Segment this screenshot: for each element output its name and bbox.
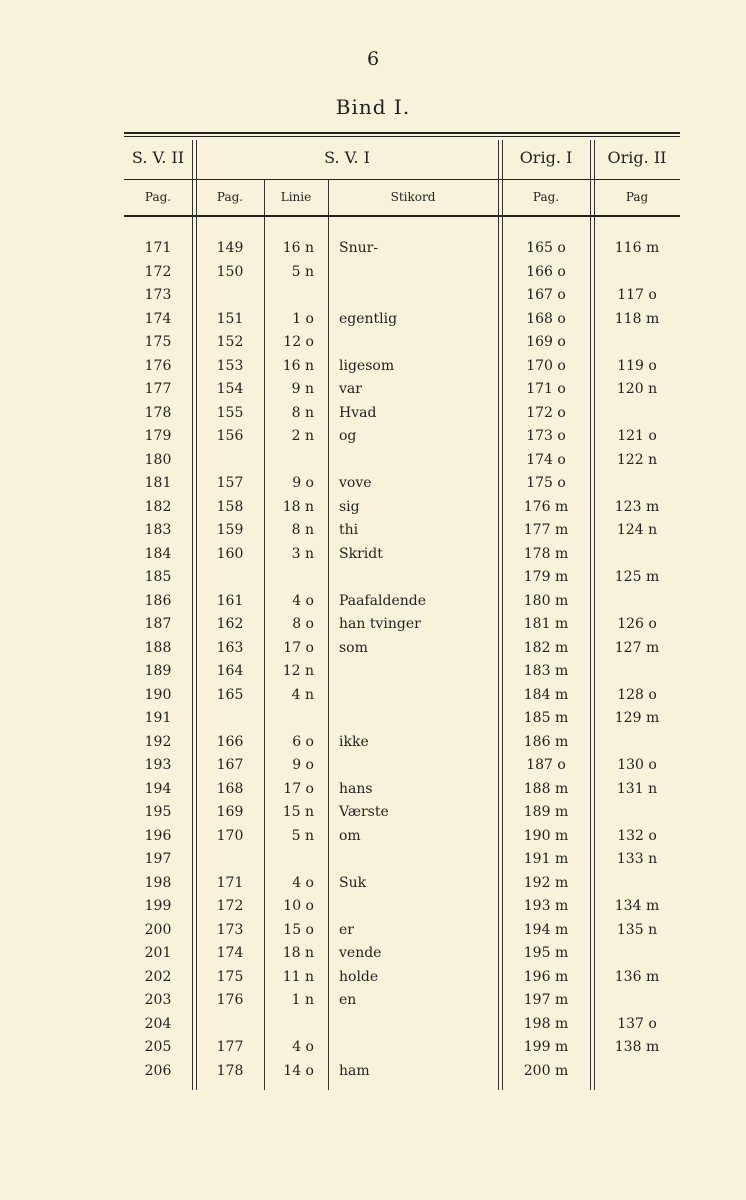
cell-sv2-pag: 174 xyxy=(144,310,172,327)
cell-sv2-pag: 185 xyxy=(144,569,172,585)
cell-orig1-pag: 169 o xyxy=(526,334,566,350)
table-row xyxy=(124,734,680,758)
cell-sv1-linie: 14 o xyxy=(283,1062,314,1079)
cell-orig1-pag: 188 m xyxy=(523,780,569,797)
cell-sv1-pag: 176 xyxy=(216,992,244,1008)
cell-orig2-pag: 129 m xyxy=(614,710,660,726)
cell-orig1-pag: 178 m xyxy=(523,545,569,562)
table-row xyxy=(124,569,680,593)
table-row xyxy=(124,264,680,288)
cell-sv1-stikord: hans xyxy=(339,780,373,797)
cell-sv1-pag: 159 xyxy=(216,522,244,538)
cell-orig2-pag: 125 m xyxy=(614,569,660,585)
cell-sv1-pag: 172 xyxy=(216,898,244,914)
cell-sv1-linie: 8 o xyxy=(292,616,314,632)
cell-orig1-pag: 196 m xyxy=(523,968,569,985)
cell-sv1-linie: 5 n xyxy=(291,263,314,280)
cell-sv1-linie: 9 n xyxy=(291,381,314,397)
cell-orig2-pag: 122 n xyxy=(616,451,658,468)
cell-sv1-pag: 156 xyxy=(216,428,244,444)
subheader-pag-sv1: Pag. xyxy=(216,190,244,204)
cell-sv1-stikord: ham xyxy=(339,1062,370,1079)
table-body xyxy=(124,240,680,1086)
subheader-rule xyxy=(124,215,680,217)
cell-sv2-pag: 204 xyxy=(144,1015,172,1032)
cell-orig2-pag: 119 o xyxy=(617,357,657,374)
concordance-table xyxy=(124,132,680,1092)
subheader-linie: Linie xyxy=(280,190,312,204)
cell-sv2-pag: 172 xyxy=(144,263,172,280)
cell-orig2-pag: 134 m xyxy=(614,898,660,914)
cell-orig1-pag: 189 m xyxy=(523,804,569,820)
cell-sv1-linie: 17 o xyxy=(283,639,314,656)
cell-orig2-pag: 128 o xyxy=(617,686,657,703)
cell-orig2-pag: 120 n xyxy=(616,381,658,397)
cell-sv1-stikord: sig xyxy=(339,498,360,515)
cell-sv1-pag: 151 xyxy=(216,310,244,327)
cell-sv1-stikord: ligesom xyxy=(339,357,395,374)
cell-sv2-pag: 180 xyxy=(144,451,172,468)
cell-orig1-pag: 170 o xyxy=(526,357,566,374)
cell-sv2-pag: 184 xyxy=(144,545,172,562)
cell-orig1-pag: 193 m xyxy=(523,898,569,914)
table-row xyxy=(124,640,680,664)
cell-sv1-linie: 9 o xyxy=(292,475,314,491)
cell-orig2-pag: 118 m xyxy=(614,310,660,327)
cell-sv2-pag: 192 xyxy=(144,733,172,750)
cell-sv2-pag: 193 xyxy=(144,757,172,773)
cell-sv1-stikord: Hvad xyxy=(339,404,377,421)
cell-sv1-stikord: thi xyxy=(339,522,359,538)
cell-sv1-pag: 170 xyxy=(216,827,244,844)
table-row xyxy=(124,287,680,311)
cell-sv1-pag: 174 xyxy=(216,945,244,961)
cell-sv1-stikord: han tvinger xyxy=(339,616,421,632)
cell-sv1-linie: 1 n xyxy=(291,992,314,1008)
cell-orig2-pag: 137 o xyxy=(617,1015,657,1032)
cell-sv2-pag: 205 xyxy=(144,1039,172,1055)
cell-sv1-pag: 171 xyxy=(216,874,244,891)
cell-sv1-stikord: Paafaldende xyxy=(339,592,427,609)
cell-sv2-pag: 194 xyxy=(144,780,172,797)
cell-orig1-pag: 168 o xyxy=(526,310,566,327)
table-row xyxy=(124,1016,680,1040)
cell-sv1-pag: 168 xyxy=(216,780,244,797)
table-row xyxy=(124,1039,680,1063)
cell-sv1-linie: 18 n xyxy=(282,498,314,515)
table-row xyxy=(124,804,680,828)
cell-orig1-pag: 173 o xyxy=(526,428,566,444)
cell-sv1-stikord: er xyxy=(339,921,354,938)
cell-sv1-linie: 16 n xyxy=(282,357,314,374)
header-sv2: S. V. II xyxy=(131,148,185,167)
cell-orig2-pag: 135 n xyxy=(616,921,658,938)
header-orig1: Orig. I xyxy=(519,148,573,167)
cell-sv2-pag: 178 xyxy=(144,404,172,421)
cell-sv1-linie: 4 o xyxy=(292,1039,314,1055)
cell-orig1-pag: 181 m xyxy=(523,616,569,632)
cell-sv1-linie: 4 o xyxy=(292,592,314,609)
table-row xyxy=(124,475,680,499)
cell-orig1-pag: 195 m xyxy=(523,945,569,961)
cell-orig1-pag: 185 m xyxy=(523,710,569,726)
cell-orig1-pag: 176 m xyxy=(523,498,569,515)
cell-sv1-pag: 163 xyxy=(216,639,244,656)
cell-sv1-linie: 11 n xyxy=(282,968,314,985)
header-sv1: S. V. I xyxy=(324,148,370,167)
cell-sv2-pag: 206 xyxy=(144,1062,172,1079)
cell-sv1-stikord: holde xyxy=(339,968,379,985)
cell-sv2-pag: 188 xyxy=(144,639,172,656)
cell-sv1-linie: 4 n xyxy=(291,686,314,703)
cell-sv1-linie: 12 n xyxy=(282,663,314,679)
table-row xyxy=(124,381,680,405)
cell-orig1-pag: 177 m xyxy=(523,522,569,538)
cell-sv1-linie: 5 n xyxy=(291,827,314,844)
cell-sv1-pag: 166 xyxy=(216,733,244,750)
cell-sv2-pag: 186 xyxy=(144,592,172,609)
subheader-pag-orig2: Pag xyxy=(625,190,649,204)
top-double-rule-1 xyxy=(124,132,680,134)
cell-orig1-pag: 192 m xyxy=(523,874,569,891)
cell-orig1-pag: 171 o xyxy=(526,381,566,397)
subheader-pag-orig1: Pag. xyxy=(532,190,560,204)
table-row xyxy=(124,992,680,1016)
cell-sv1-stikord: Skridt xyxy=(339,545,383,562)
cell-sv1-pag: 149 xyxy=(216,240,244,256)
table-row xyxy=(124,875,680,899)
cell-sv2-pag: 202 xyxy=(144,968,172,985)
cell-sv2-pag: 190 xyxy=(144,686,172,703)
cell-orig1-pag: 175 o xyxy=(526,475,566,491)
table-row xyxy=(124,663,680,687)
cell-orig2-pag: 124 n xyxy=(616,522,658,538)
cell-orig1-pag: 183 m xyxy=(523,663,569,679)
cell-orig1-pag: 172 o xyxy=(526,404,566,421)
cell-orig1-pag: 180 m xyxy=(523,592,569,609)
table-row xyxy=(124,922,680,946)
table-row xyxy=(124,781,680,805)
cell-sv2-pag: 171 xyxy=(144,240,172,256)
cell-sv2-pag: 195 xyxy=(144,804,172,820)
cell-sv2-pag: 196 xyxy=(144,827,172,844)
cell-orig1-pag: 167 o xyxy=(526,287,566,303)
table-row xyxy=(124,898,680,922)
cell-sv1-linie: 2 n xyxy=(291,428,314,444)
cell-sv2-pag: 175 xyxy=(144,334,172,350)
table-row xyxy=(124,522,680,546)
cell-sv1-stikord: Snur- xyxy=(339,240,379,256)
cell-sv1-pag: 160 xyxy=(216,545,244,562)
cell-orig1-pag: 174 o xyxy=(526,451,566,468)
cell-orig2-pag: 131 n xyxy=(616,780,658,797)
cell-sv1-stikord: vove xyxy=(339,475,372,491)
cell-sv2-pag: 176 xyxy=(144,357,172,374)
cell-orig2-pag: 136 m xyxy=(614,968,660,985)
cell-orig2-pag: 117 o xyxy=(617,287,657,303)
cell-orig1-pag: 197 m xyxy=(523,992,569,1008)
cell-sv1-linie: 8 n xyxy=(291,522,314,538)
cell-sv1-pag: 157 xyxy=(216,475,244,491)
cell-sv2-pag: 197 xyxy=(144,851,172,867)
cell-orig2-pag: 130 o xyxy=(617,757,657,773)
cell-sv1-linie: 4 o xyxy=(292,874,314,891)
cell-sv2-pag: 191 xyxy=(144,710,172,726)
table-row xyxy=(124,240,680,264)
cell-orig1-pag: 191 m xyxy=(523,851,569,867)
table-row xyxy=(124,546,680,570)
cell-orig2-pag: 126 o xyxy=(617,616,657,632)
header-rule xyxy=(124,179,680,180)
cell-sv2-pag: 201 xyxy=(144,945,172,961)
cell-sv2-pag: 200 xyxy=(144,921,172,938)
table-row xyxy=(124,358,680,382)
cell-sv1-pag: 152 xyxy=(216,334,244,350)
cell-sv1-stikord: vende xyxy=(339,945,382,961)
cell-sv1-linie: 17 o xyxy=(283,780,314,797)
cell-orig1-pag: 179 m xyxy=(523,569,569,585)
cell-sv2-pag: 183 xyxy=(144,522,172,538)
cell-orig1-pag: 184 m xyxy=(523,686,569,703)
cell-sv2-pag: 189 xyxy=(144,663,172,679)
cell-sv1-pag: 164 xyxy=(216,663,244,679)
table-row xyxy=(124,428,680,452)
cell-sv1-linie: 1 o xyxy=(292,310,314,327)
cell-sv1-stikord: egentlig xyxy=(339,310,398,327)
cell-orig1-pag: 166 o xyxy=(526,263,566,280)
cell-sv1-pag: 165 xyxy=(216,686,244,703)
cell-sv1-stikord: Suk xyxy=(339,874,367,891)
volume-title: Bind I. xyxy=(335,95,411,119)
cell-orig1-pag: 200 m xyxy=(523,1062,569,1079)
cell-sv1-pag: 177 xyxy=(216,1039,244,1055)
top-double-rule-2 xyxy=(124,136,680,137)
table-row xyxy=(124,311,680,335)
cell-sv1-pag: 175 xyxy=(216,968,244,985)
cell-orig2-pag: 127 m xyxy=(614,639,660,656)
cell-sv1-linie: 3 n xyxy=(291,545,314,562)
table-row xyxy=(124,593,680,617)
table-row xyxy=(124,757,680,781)
cell-sv1-linie: 12 o xyxy=(283,334,314,350)
page-number: 6 xyxy=(366,48,380,70)
cell-sv1-stikord: ikke xyxy=(339,733,369,750)
cell-sv1-linie: 18 n xyxy=(282,945,314,961)
cell-orig1-pag: 198 m xyxy=(523,1015,569,1032)
cell-sv1-pag: 153 xyxy=(216,357,244,374)
cell-sv1-linie: 15 o xyxy=(283,921,314,938)
subheader-stikord: Stikord xyxy=(390,190,436,204)
cell-sv1-pag: 178 xyxy=(216,1062,244,1079)
cell-orig1-pag: 187 o xyxy=(526,757,566,773)
cell-orig2-pag: 121 o xyxy=(617,428,657,444)
cell-sv1-stikord: var xyxy=(339,381,362,397)
cell-orig1-pag: 194 m xyxy=(523,921,569,938)
subheader-pag-sv2: Pag. xyxy=(144,190,172,204)
cell-orig1-pag: 199 m xyxy=(523,1039,569,1055)
cell-orig2-pag: 116 m xyxy=(614,240,660,256)
table-row xyxy=(124,1063,680,1087)
cell-orig1-pag: 165 o xyxy=(526,240,566,256)
cell-sv2-pag: 203 xyxy=(144,992,172,1008)
table-row xyxy=(124,851,680,875)
cell-sv2-pag: 181 xyxy=(144,475,172,491)
cell-sv1-stikord: Værste xyxy=(339,804,389,820)
table-row xyxy=(124,334,680,358)
cell-sv1-stikord: og xyxy=(339,428,357,444)
cell-sv2-pag: 182 xyxy=(144,498,172,515)
cell-sv2-pag: 177 xyxy=(144,381,172,397)
cell-sv1-stikord: som xyxy=(339,639,368,656)
cell-sv1-pag: 169 xyxy=(216,804,244,820)
cell-sv1-linie: 10 o xyxy=(283,898,314,914)
cell-orig2-pag: 132 o xyxy=(617,827,657,844)
table-row xyxy=(124,452,680,476)
cell-sv1-pag: 155 xyxy=(216,404,244,421)
cell-sv1-pag: 162 xyxy=(216,616,244,632)
cell-sv1-linie: 16 n xyxy=(282,240,314,256)
table-row xyxy=(124,945,680,969)
cell-orig1-pag: 190 m xyxy=(523,827,569,844)
table-row xyxy=(124,616,680,640)
cell-sv1-stikord: om xyxy=(339,827,361,844)
cell-orig2-pag: 138 m xyxy=(614,1039,660,1055)
cell-sv1-pag: 173 xyxy=(216,921,244,938)
cell-orig1-pag: 182 m xyxy=(523,639,569,656)
cell-orig1-pag: 186 m xyxy=(523,733,569,750)
table-row xyxy=(124,687,680,711)
cell-sv1-pag: 150 xyxy=(216,263,244,280)
header-orig2: Orig. II xyxy=(607,148,667,167)
cell-sv1-linie: 8 n xyxy=(291,404,314,421)
table-row xyxy=(124,405,680,429)
cell-sv2-pag: 179 xyxy=(144,428,172,444)
cell-sv1-pag: 167 xyxy=(216,757,244,773)
table-row xyxy=(124,828,680,852)
cell-sv2-pag: 198 xyxy=(144,874,172,891)
cell-sv1-pag: 154 xyxy=(216,381,244,397)
cell-sv2-pag: 199 xyxy=(144,898,172,914)
table-row xyxy=(124,499,680,523)
cell-sv1-pag: 158 xyxy=(216,498,244,515)
cell-sv2-pag: 187 xyxy=(144,616,172,632)
cell-sv1-linie: 6 o xyxy=(292,733,314,750)
cell-orig2-pag: 123 m xyxy=(614,498,660,515)
cell-sv2-pag: 173 xyxy=(144,287,172,303)
cell-sv1-linie: 9 o xyxy=(292,757,314,773)
table-row xyxy=(124,710,680,734)
cell-orig2-pag: 133 n xyxy=(616,851,658,867)
table-row xyxy=(124,969,680,993)
cell-sv1-pag: 161 xyxy=(216,592,244,609)
cell-sv1-stikord: en xyxy=(339,992,357,1008)
cell-sv1-linie: 15 n xyxy=(282,804,314,820)
